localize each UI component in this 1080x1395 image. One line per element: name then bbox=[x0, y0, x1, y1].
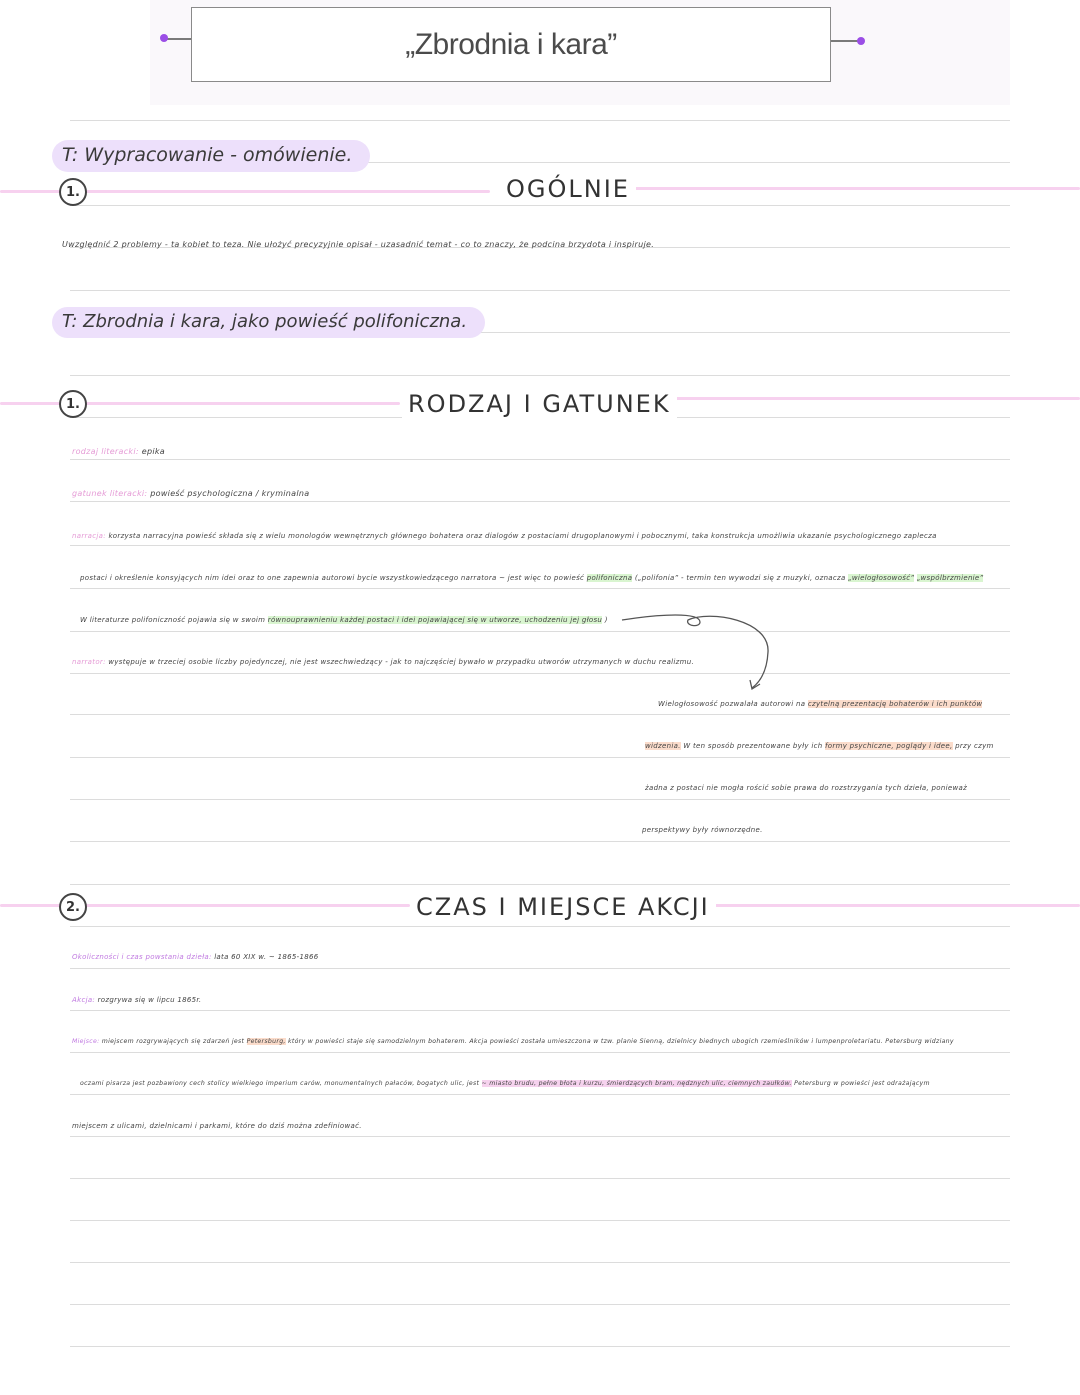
akcja-label: Akcja: bbox=[72, 996, 96, 1004]
ruled-line bbox=[70, 841, 1010, 842]
page-title: „Zbrodnia i kara” bbox=[191, 7, 831, 82]
gatunek-line bbox=[72, 489, 309, 498]
okolicznosci-value: lata 60 XIX w. ~ 1865-1866 bbox=[214, 953, 319, 961]
miejsce-text-1: miejscem rozgrywających się zdarzeń jest bbox=[101, 1038, 245, 1045]
note-highlight-3: formy psychiczne, poglądy i idee, bbox=[825, 742, 953, 750]
narracja-text-1: korzysta narracyjna powieść składa się z wielu monologów wewnętrznych głównego bohatera oraz dialogów z postaciami drugoplanowymi i pobocznymi, taka konstrukcja umożliwia ukazanie psychologicznego zaplecza bbox=[108, 532, 937, 540]
ruled-line bbox=[70, 1346, 1010, 1347]
ruled-line bbox=[70, 757, 1010, 758]
note-highlight-1: czytelną prezentację bohaterów i ich punktów bbox=[807, 700, 983, 708]
narracja-line-2 bbox=[80, 574, 983, 582]
section-heading-czas: CZAS I MIEJSCE AKCJI bbox=[410, 893, 716, 921]
narracja-text-3: („polifonia” - termin ten wywodzi się z muzyki, oznacza bbox=[634, 574, 846, 582]
polifonia-line bbox=[80, 616, 608, 624]
narracja-text-2: postaci i określenie konsyjących nim idei oraz to one zapewnia autorowi bycie wszystkowiedzącego narratora ~ jest więc to powieść bbox=[80, 574, 585, 582]
narracja-label: narracja: bbox=[72, 532, 106, 540]
note-text-3: przy czym bbox=[955, 742, 994, 750]
section-heading-rodzaj: RODZAJ I GATUNEK bbox=[402, 390, 677, 418]
gatunek-label: gatunek literacki: bbox=[72, 489, 148, 498]
ruled-line bbox=[70, 1178, 1010, 1179]
ruled-line bbox=[70, 120, 1010, 121]
section-number-3: 2. bbox=[59, 893, 87, 921]
rodzaj-line bbox=[72, 447, 165, 456]
note-line-2 bbox=[645, 742, 994, 750]
section-number-1: 1. bbox=[59, 178, 87, 206]
ruled-line bbox=[70, 884, 1010, 885]
section-heading-ogolnie: OGÓLNIE bbox=[500, 175, 636, 203]
miejsce-line-2 bbox=[80, 1080, 930, 1087]
title-connector-left bbox=[166, 38, 192, 40]
polifonia-close: ) bbox=[604, 616, 608, 624]
title-dot-left bbox=[160, 34, 168, 42]
rodzaj-value: epika bbox=[141, 447, 165, 456]
ruled-line bbox=[70, 1136, 1010, 1137]
wielogl-highlight: „wielogłosowość” bbox=[848, 574, 915, 582]
arrow-curve bbox=[620, 612, 800, 692]
ruled-line bbox=[70, 459, 1010, 460]
ruled-line bbox=[70, 290, 1010, 291]
ruled-line bbox=[70, 673, 1010, 674]
section-rule-right bbox=[635, 187, 1080, 190]
topic-1-title: T: Wypracowanie - omówienie. bbox=[52, 140, 370, 172]
polifoniczna-highlight: polifoniczna bbox=[586, 574, 633, 582]
ruled-line bbox=[70, 501, 1010, 502]
title-dot-right bbox=[857, 37, 865, 45]
miejsce-line-1 bbox=[72, 1038, 954, 1045]
miejsce-line-3: miejscem z ulicami, dzielnicami i parkami, które do dziś można zdefiniować. bbox=[72, 1122, 362, 1130]
ruled-line bbox=[70, 588, 1010, 589]
okolicznosci-line bbox=[72, 953, 318, 961]
ruled-line bbox=[70, 545, 1010, 546]
ruled-line bbox=[70, 1262, 1010, 1263]
ogolnie-text: Uwzględnić 2 problemy - ta kobiet to teza. Nie ułożyć precyzyjnie opisał - uzasadnić temat - co to znaczy, że podcina brzydota i inspiruje. bbox=[62, 240, 655, 249]
polifonia-text: W literaturze polifoniczność pojawia się w swoim bbox=[80, 616, 266, 624]
ruled-line bbox=[70, 631, 1010, 632]
gatunek-value: powieść psychologiczna / kryminalna bbox=[150, 489, 310, 498]
ruled-line bbox=[70, 926, 1010, 927]
ruled-line bbox=[70, 1010, 1010, 1011]
ruled-line bbox=[70, 714, 1010, 715]
okolicznosci-label: Okoliczności i czas powstania dzieła: bbox=[72, 953, 212, 961]
narracja-line-1 bbox=[72, 532, 937, 540]
ruled-line bbox=[70, 1052, 1010, 1053]
ruled-line bbox=[70, 205, 1010, 206]
miejsce-text-3: oczami pisarza jest pozbawiony cech stolicy wielkiego imperium carów, monumentalnych pałaców, bogatych ulic, jest bbox=[80, 1080, 480, 1087]
ruled-line bbox=[70, 1220, 1010, 1221]
narrator-label: narrator: bbox=[72, 658, 106, 666]
note-text-1: Wielogłosowość pozwalała autorowi na bbox=[658, 700, 806, 708]
wspolbrz-highlight: „wspólbrzmienie” bbox=[916, 574, 984, 582]
ruled-line bbox=[70, 799, 1010, 800]
akcja-value: rozgrywa się w lipcu 1865r. bbox=[97, 996, 202, 1004]
petersburg-highlight: Petersburg, bbox=[246, 1038, 286, 1045]
note-line-4: perspektywy były równorzędne. bbox=[642, 826, 763, 834]
ruled-line bbox=[70, 1304, 1010, 1305]
note-line-3: żadna z postaci nie mogła rościć sobie prawa do rozstrzygania tych dzieła, ponieważ bbox=[645, 784, 968, 792]
ruled-line bbox=[70, 1094, 1010, 1095]
miasto-highlight: ~ miasto brudu, pełne błota i kurzu, śmierdzących bram, nędznych ulic, ciemnych zaułków. bbox=[481, 1080, 792, 1087]
section-rule-right-3 bbox=[700, 904, 1080, 907]
miejsce-text-2: który w powieści staje się samodzielnym bohaterem. Akcja powieści została umieszczona w tzw. planie Sienną, dzielnicy biednych ubogich rzemieślników i lumpenproletariatu. Petersburg widziany bbox=[287, 1038, 954, 1045]
section-number-2: 1. bbox=[59, 390, 87, 418]
miejsce-text-4: Petersburg w powieści jest odrażającym bbox=[794, 1080, 930, 1087]
narrator-text: występuje w trzeciej osobie liczby pojedynczej, nie jest wszechwiedzący - jak to najczęściej bywało w przypadku utworów utrzymanych w duchu realizmu. bbox=[108, 658, 695, 666]
akcja-line bbox=[72, 996, 201, 1004]
ruled-line bbox=[70, 968, 1010, 969]
section-rule-right-2 bbox=[655, 397, 1080, 400]
topic-2-title: T: Zbrodnia i kara, jako powieść polifoniczna. bbox=[52, 307, 485, 338]
note-line-1 bbox=[658, 700, 982, 708]
miejsce-label: Miejsce: bbox=[72, 1038, 100, 1045]
narrator-line bbox=[72, 658, 694, 666]
note-text-2: W ten sposób prezentowane były ich bbox=[683, 742, 823, 750]
rodzaj-label: rodzaj literacki: bbox=[72, 447, 139, 456]
polifonia-highlight: równouprawnieniu każdej postaci i idei pojawiającej się w utworze, uchodzeniu jej głosu bbox=[267, 616, 603, 624]
ruled-line bbox=[70, 375, 1010, 376]
note-highlight-2: widzenia. bbox=[645, 742, 681, 750]
